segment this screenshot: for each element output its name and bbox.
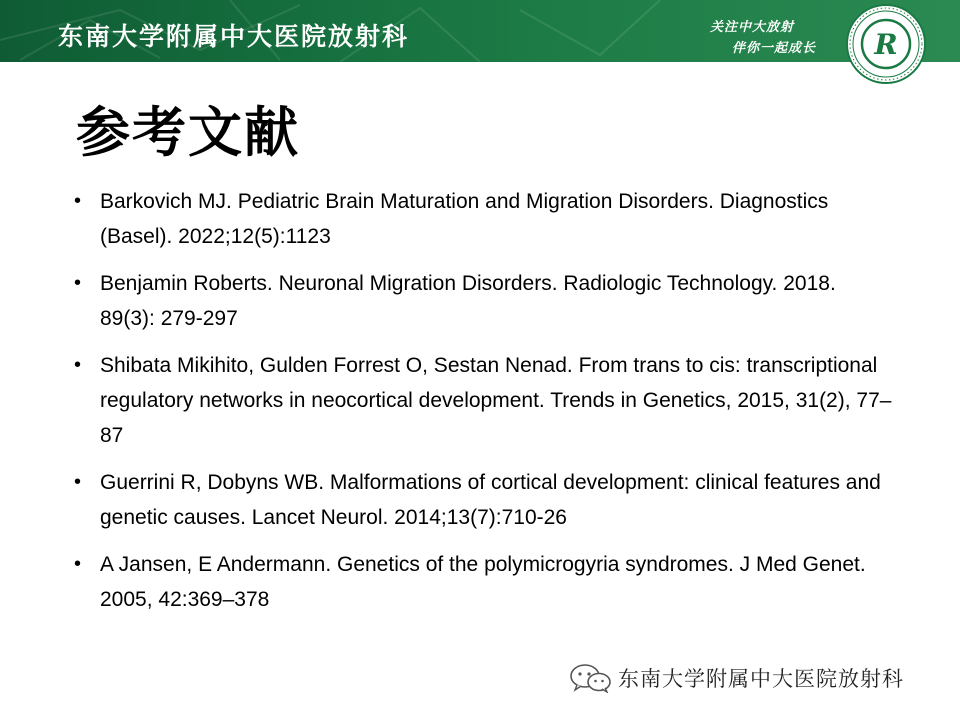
bullet-icon: • xyxy=(74,354,82,376)
slogan-line-2: 伴你一起成长 xyxy=(732,41,817,56)
logo-letter: R xyxy=(874,28,898,61)
hospital-radiology-logo xyxy=(844,4,928,88)
bullet-icon: • xyxy=(74,471,82,493)
reference-item xyxy=(74,348,894,453)
reference-text: Benjamin Roberts. Neuronal Migration Disorders. Radiologic Technology. 2018. 89(3): 279-297 xyxy=(100,272,836,330)
reference-text: Guerrini R, Dobyns WB. Malformations of cortical development: clinical features and genetic causes. Lancet Neurol. 2014;13(7):710-26 xyxy=(100,471,881,529)
wechat-watermark xyxy=(568,662,904,694)
reference-list xyxy=(74,184,894,629)
bullet-icon: • xyxy=(74,272,82,294)
wechat-icon xyxy=(568,663,614,693)
department-title: 东南大学附属中大医院放射科 xyxy=(58,22,410,51)
bullet-icon: • xyxy=(74,553,82,575)
reference-item xyxy=(74,266,894,336)
reference-item xyxy=(74,547,894,617)
reference-item xyxy=(74,465,894,535)
watermark-text: 东南大学附属中大医院放射科 xyxy=(618,667,904,691)
reference-text: A Jansen, E Andermann. Genetics of the polymicrogyria syndromes. J Med Genet. 2005, 42:369–378 xyxy=(100,553,866,611)
reference-text: Barkovich MJ. Pediatric Brain Maturation and Migration Disorders. Diagnostics (Basel). 2022;12(5):1123 xyxy=(100,190,829,248)
bullet-icon: • xyxy=(74,190,82,212)
reference-item xyxy=(74,184,894,254)
slogan-line-1: 关注中大放射 xyxy=(710,20,795,35)
page-title: 参考文献 xyxy=(76,101,300,164)
header-banner xyxy=(0,0,960,62)
reference-text: Shibata Mikihito, Gulden Forrest O, Sestan Nenad. From trans to cis: transcriptional regulatory networks in neocortical development. Trends in Genetics, 2015, 31(2), 77–87 xyxy=(100,354,892,447)
